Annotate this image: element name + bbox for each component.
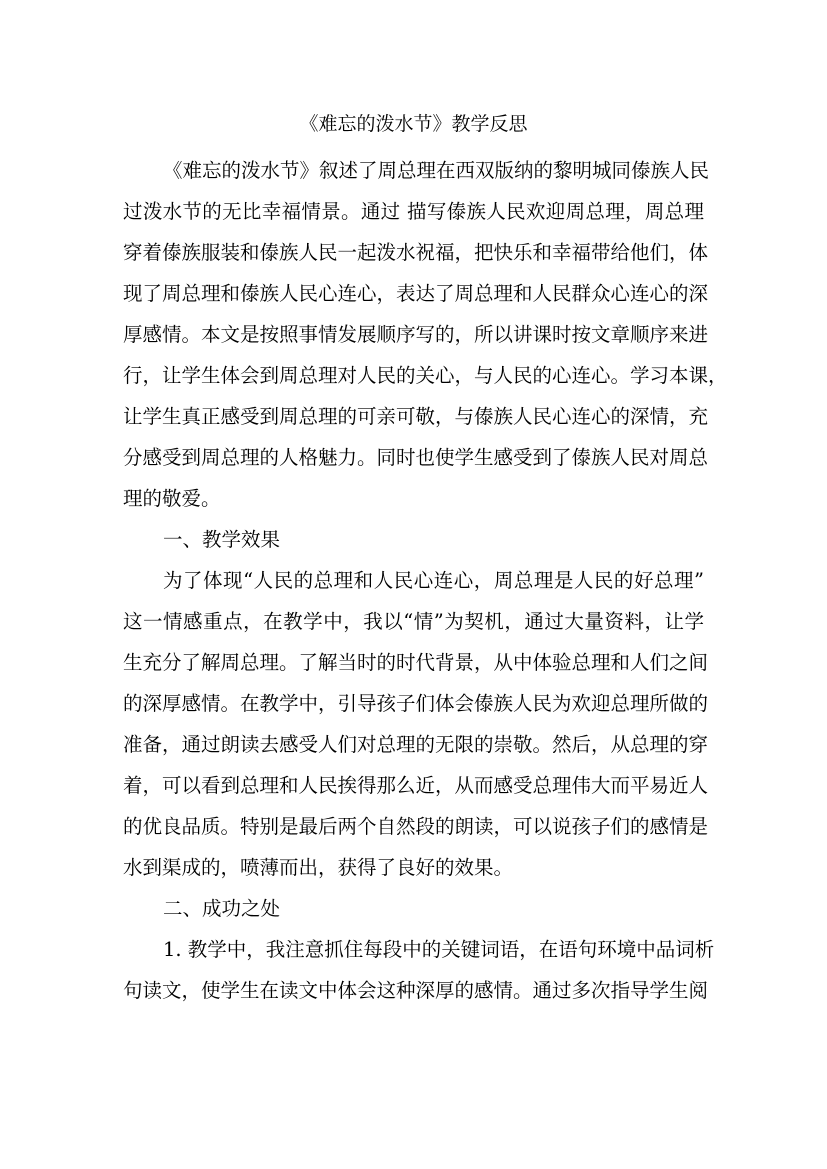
paragraph-line: 句读文，使学生在读文中体会这种深厚的感情。通过多次指导学生阅 xyxy=(123,979,709,1002)
paragraph-line: 《难忘的泼水节》叙述了周总理在西双版纳的黎明城同傣族人民 xyxy=(163,159,710,182)
paragraph-line: 的深厚感情。在教学中，引导孩子们体会傣族人民为欢迎总理所做的 xyxy=(123,692,709,715)
document-title: 《难忘的泼水节》教学反思 xyxy=(299,113,528,135)
paragraph-line: 行，让学生体会到周总理对人民的关心，与人民的心连心。学习本课， xyxy=(123,364,728,387)
paragraph-line: 水到渠成的，喷薄而出，获得了良好的效果。 xyxy=(123,856,514,879)
paragraph-line: 过泼水节的无比幸福情景。通过 描写傣族人民欢迎周总理，周总理 xyxy=(123,200,704,223)
paragraph-line: 穿着傣族服装和傣族人民一起泼水祝福，把快乐和幸福带给他们，体 xyxy=(123,241,709,264)
paragraph-line: 的优良品质。特别是最后两个自然段的朗读，可以说孩子们的感情是 xyxy=(123,815,709,838)
paragraph-line: 厚感情。本文是按照事情发展顺序写的，所以讲课时按文章顺序来进 xyxy=(123,323,709,346)
paragraph-line: 生充分了解周总理。了解当时的时代背景，从中体验总理和人们之间 xyxy=(123,651,709,674)
section-heading: 二、成功之处 xyxy=(163,897,281,920)
paragraph-line: 现了周总理和傣族人民心连心，表达了周总理和人民群众心连心的深 xyxy=(123,282,709,305)
paragraph-line: 着，可以看到总理和人民挨得那么近，从而感受总理伟大而平易近人 xyxy=(123,774,709,797)
paragraph-line: 这一情感重点，在教学中，我以“情”为契机，通过大量资料，让学 xyxy=(123,610,704,633)
paragraph-line: 准备，通过朗读去感受人们对总理的无限的崇敬。然后，从总理的穿 xyxy=(123,733,709,756)
paragraph-line: 1. 教学中，我注意抓住每段中的关键词语，在语句环境中品词析 xyxy=(163,938,715,961)
paragraph-line: 为了体现“人民的总理和人民心连心，周总理是人民的好总理” xyxy=(163,569,704,592)
paragraph-line: 分感受到周总理的人格魅力。同时也使学生感受到了傣族人民对周总 xyxy=(123,446,709,469)
section-heading: 一、教学效果 xyxy=(163,528,281,551)
paragraph-line: 让学生真正感受到周总理的可亲可敬，与傣族人民心连心的深情，充 xyxy=(123,405,709,428)
paragraph-line: 理的敬爱。 xyxy=(123,487,221,510)
